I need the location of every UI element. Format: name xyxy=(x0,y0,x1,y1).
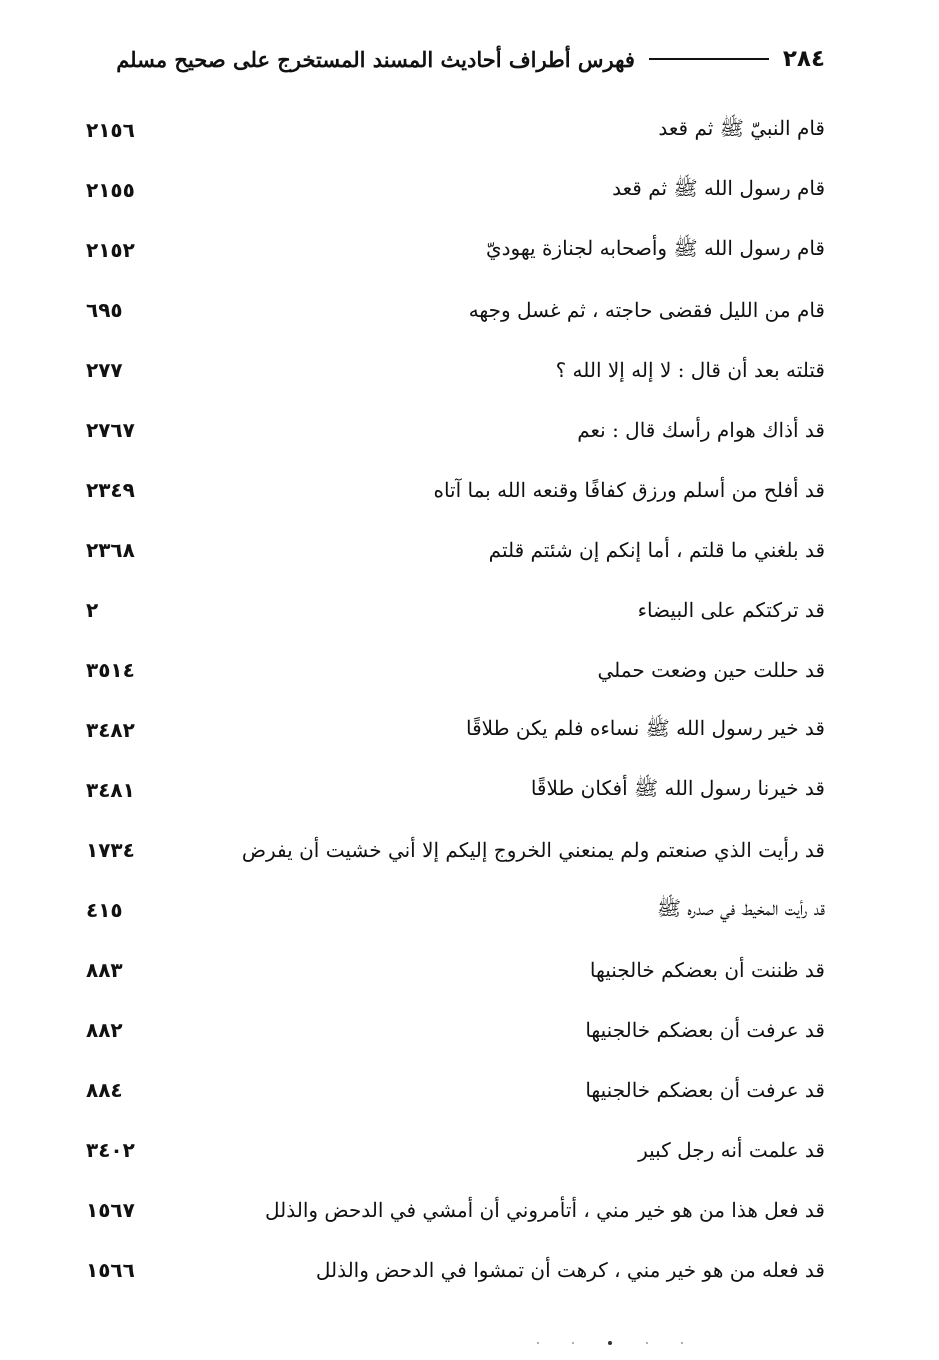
index-entry xyxy=(80,280,825,340)
hadith-opening: قد أفلح من أسلم ورزق كفافًا وقنعه الله بما آتاه xyxy=(433,478,825,502)
hadith-opening: قام رسول الله ﷺ وأصحابه لجنازة يهوديّ xyxy=(485,235,825,260)
index-entry xyxy=(80,400,825,460)
hadith-number: ٢١٥٥ xyxy=(86,178,135,202)
hadith-number: ٣٥١٤ xyxy=(86,658,135,682)
index-entry xyxy=(80,1240,825,1300)
index-entry xyxy=(80,640,825,700)
index-entry xyxy=(80,760,825,820)
hadith-opening: قتلته بعد أن قال : لا إله إلا الله ؟ xyxy=(555,358,825,382)
index-entry xyxy=(80,880,825,940)
hadith-opening: قد خيرنا رسول الله ﷺ أفكان طلاقًا xyxy=(530,775,825,800)
hadith-opening: قد عرفت أن بعضكم خالجنيها xyxy=(585,1078,825,1102)
index-entry xyxy=(80,220,825,280)
hadith-opening: قام من الليل فقضى حاجته ، ثم غسل وجهه xyxy=(468,298,825,322)
hadith-index-list xyxy=(80,100,825,1300)
hadith-number: ٢١٥٢ xyxy=(86,238,135,262)
index-entry xyxy=(80,940,825,1000)
hadith-number: ٢٣٤٩ xyxy=(86,478,135,502)
hadith-opening: قد فعل هذا من هو خير مني ، أتأمروني أن أمشي في الدحض والذلل xyxy=(265,1198,825,1222)
index-entry xyxy=(80,460,825,520)
index-entry xyxy=(80,580,825,640)
hadith-opening: قد خير رسول الله ﷺ نساءه فلم يكن طلاقًا xyxy=(465,715,825,740)
hadith-opening: قد عرفت أن بعضكم خالجنيها xyxy=(585,1018,825,1042)
index-entry xyxy=(80,160,825,220)
scan-speck xyxy=(681,1342,683,1344)
hadith-number: ٣٤٨٢ xyxy=(86,718,135,742)
hadith-number: ٣٤٠٢ xyxy=(86,1138,135,1162)
hadith-opening: قد تركتكم على البيضاء xyxy=(637,598,825,622)
hadith-number: ٢٧٦٧ xyxy=(86,418,135,442)
header-rule xyxy=(649,58,769,60)
hadith-number: ٢٣٦٨ xyxy=(86,538,135,562)
hadith-number: ٢١٥٦ xyxy=(86,118,135,142)
hadith-number: ٣٤٨١ xyxy=(86,778,135,802)
index-entry xyxy=(80,100,825,160)
scan-speck xyxy=(572,1342,574,1344)
hadith-opening: قد أذاك هوام رأسك قال : نعم xyxy=(577,418,825,442)
hadith-opening: قام النبيّ ﷺ ثم قعد xyxy=(658,115,825,140)
index-entry xyxy=(80,340,825,400)
hadith-number: ٦٩٥ xyxy=(86,298,123,322)
hadith-number: ١٧٣٤ xyxy=(86,838,135,862)
running-title: فهرس أطراف أحاديث المسند المستخرج على صحيح مسلم xyxy=(116,46,635,72)
hadith-opening: قد ظننت أن بعضكم خالجنيها xyxy=(589,958,825,982)
hadith-number: ٨٨٤ xyxy=(86,1078,123,1102)
index-entry xyxy=(80,1060,825,1120)
index-entry xyxy=(80,1180,825,1240)
hadith-opening: قد رأيت المخيط في صدره ﷺ xyxy=(656,895,825,920)
scan-speck xyxy=(646,1342,648,1344)
scan-speck xyxy=(537,1342,539,1344)
index-entry xyxy=(80,700,825,760)
hadith-opening: قد حللت حين وضعت حملي xyxy=(597,658,825,682)
hadith-number: ٤١٥ xyxy=(86,898,123,922)
scan-specks xyxy=(520,1335,700,1351)
hadith-opening: قد علمت أنه رجل كبير xyxy=(638,1138,825,1162)
hadith-number: ٨٨٢ xyxy=(86,1018,123,1042)
index-entry xyxy=(80,820,825,880)
hadith-number: ٨٨٣ xyxy=(86,958,123,982)
hadith-number: ١٥٦٧ xyxy=(86,1198,135,1222)
index-entry xyxy=(80,520,825,580)
hadith-number: ٢٧٧ xyxy=(86,358,123,382)
hadith-opening: قد رأيت الذي صنعتم ولم يمنعني الخروج إليكم إلا أني خشيت أن يفرض xyxy=(241,838,825,862)
hadith-opening: قد بلغني ما قلتم ، أما إنكم إن شئتم قلتم xyxy=(488,538,825,562)
hadith-opening: قام رسول الله ﷺ ثم قعد xyxy=(612,175,825,200)
page-header xyxy=(80,40,825,78)
hadith-number: ١٥٦٦ xyxy=(86,1258,135,1282)
hadith-opening: قد فعله من هو خير مني ، كرهت أن تمشوا في الدحض والذلل xyxy=(315,1258,825,1282)
index-entry xyxy=(80,1120,825,1180)
scan-speck xyxy=(608,1341,612,1345)
index-entry xyxy=(80,1000,825,1060)
page-number: ٢٨٤ xyxy=(782,46,825,72)
hadith-number: ٢ xyxy=(86,598,99,622)
